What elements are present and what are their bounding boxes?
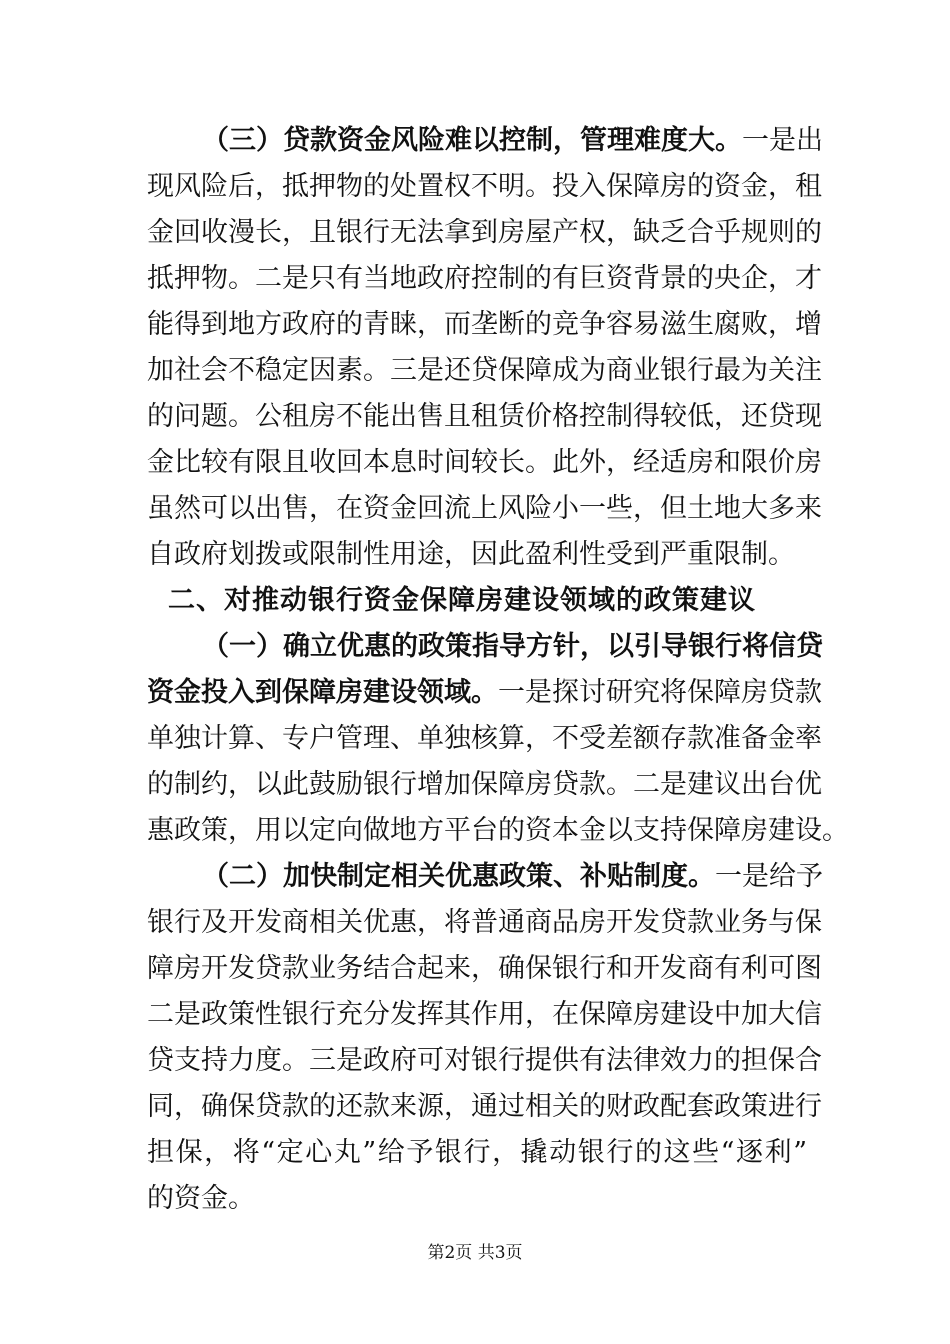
paragraph-line: [147, 673, 822, 713]
section-heading: 二、对推动银行资金保障房建设领域的政策建议: [168, 585, 756, 616]
subheading-bold: 资金投入到保障房建设领域。: [147, 677, 498, 708]
paragraph-line: 惠政策，用以定向做地方平台的资本金以支持保障房建设。: [147, 815, 849, 846]
paragraph-line: 同，确保贷款的还款来源，通过相关的财政配套政策进行: [147, 1091, 822, 1122]
paragraph-line: 担保，将“定心丸”给予银行，撬动银行的这些“逐利”: [147, 1137, 807, 1168]
body-text: 一是给予: [715, 861, 823, 892]
paragraph-line: 金回收漫长，且银行无法拿到房屋产权，缺乏合乎规则的: [147, 217, 822, 248]
paragraph-line: 的资金。: [147, 1183, 255, 1214]
subheading-bold: （一）确立优惠的政策指导方针，以引导银行将信贷: [202, 631, 823, 662]
paragraph-line: 加社会不稳定因素。三是还贷保障成为商业银行最为关注: [147, 355, 822, 386]
paragraph-line: 金比较有限且收回本息时间较长。此外，经适房和限价房: [147, 447, 822, 478]
paragraph-line: 抵押物。二是只有当地政府控制的有巨资背景的央企，才: [147, 263, 822, 294]
paragraph-line: 二是政策性银行充分发挥其作用，在保障房建设中加大信: [147, 999, 822, 1030]
paragraph-line: 的问题。公租房不能出售且租赁价格控制得较低，还贷现: [147, 401, 822, 432]
paragraph-line: 贷支持力度。三是政府可对银行提供有法律效力的担保合: [147, 1045, 822, 1076]
paragraph-line: 自政府划拨或限制性用途，因此盈利性受到严重限制。: [147, 539, 795, 570]
paragraph-line: [202, 121, 823, 161]
paragraph-line: 银行及开发商相关优惠，将普通商品房开发贷款业务与保: [147, 907, 822, 938]
paragraph-line: [202, 857, 823, 897]
body-text: 一是探讨研究将保障房贷款: [498, 677, 822, 708]
paragraph-line: 障房开发贷款业务结合起来，确保银行和开发商有利可图: [147, 953, 822, 984]
paragraph-line: 的制约，以此鼓励银行增加保障房贷款。二是建议出台优: [147, 769, 822, 800]
page-number-footer: 第2页 共3页: [427, 1243, 523, 1263]
subheading-bold: （二）加快制定相关优惠政策、补贴制度。: [202, 861, 715, 892]
paragraph-line: 能得到地方政府的青睐，而垄断的竞争容易滋生腐败，增: [147, 309, 822, 340]
paragraph-line: 现风险后，抵押物的处置权不明。投入保障房的资金，租: [147, 171, 822, 202]
body-text: 一是出: [742, 125, 823, 156]
subheading-bold: （三）贷款资金风险难以控制，管理难度大。: [202, 125, 742, 156]
paragraph-line: 单独计算、专户管理、单独核算，不受差额存款准备金率: [147, 723, 822, 754]
paragraph-line: 虽然可以出售，在资金回流上风险小一些，但土地大多来: [147, 493, 822, 524]
